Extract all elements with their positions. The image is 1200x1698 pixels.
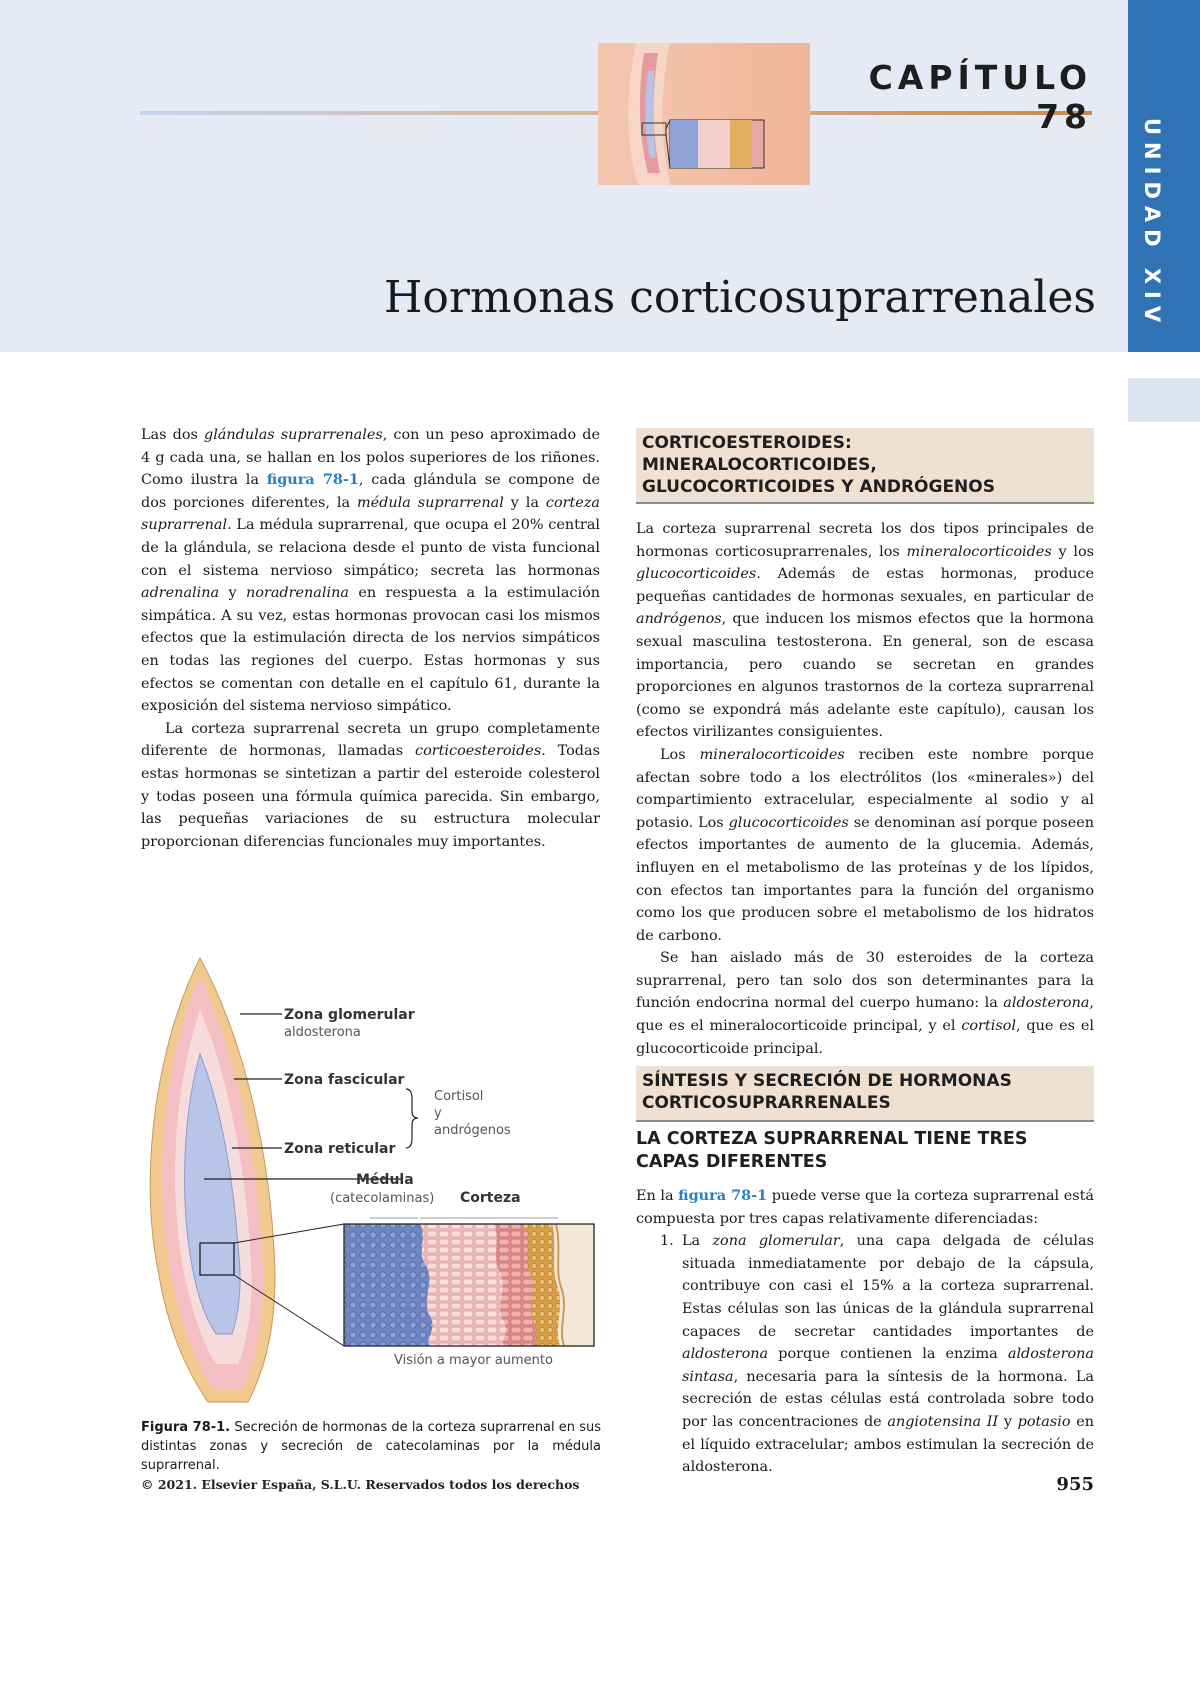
label-vision: Visión a mayor aumento — [394, 1353, 553, 1368]
list-number: 1. — [660, 1233, 674, 1250]
label-corteza: Corteza — [460, 1190, 521, 1206]
paragraph: Se han aislado más de 30 esteroides de la corteza suprarrenal, pero tan solo dos son determinantes para la función endocrina normal del cuerpo humano: la aldosterona, que es el mineralocorticoide principal, y el cortisol, que es el glucocorticoide principal. — [636, 950, 1094, 1057]
label-aldosterona: aldosterona — [284, 1025, 361, 1040]
chapter-label: CAPÍTULO 78 — [868, 58, 1092, 136]
section-heading-corticoesteroides: CORTICOESTEROIDES: MINERALOCORTICOIDES, GLUCOCORTICOIDES Y ANDRÓGENOS — [636, 428, 1094, 504]
paragraph: La corteza suprarrenal secreta los dos tipos principales de hormonas corticosuprarrenales, los mineralocorticoides y los glucocorticoides. Además de estas hormonas, produce pequeñas cantidades de hormonas sexuales, en particular de andrógenos, que inducen los mismos efectos que la hormona sexual masculina testosterona. En general, son de escasa importancia, pero cuando se secretan en grandes proporciones en algunos trastornos de la corteza suprarrenal (como se expondrá más adelante este capítulo), causan los efectos virilizantes consiguientes. — [636, 521, 1094, 741]
figure-link[interactable]: figura 78-1 — [678, 1187, 768, 1204]
paragraph: Los mineralocorticoides reciben este nombre porque afectan sobre todo a los electrólitos (los «minerales») del compartimiento extracelular, especialmente al sodio y al potasio. Los glucocorticoides se denominan así porque poseen efectos importantes de aumento de la glucemia. Además, influyen en el metabolismo de las proteínas y de los lípidos, con efectos tan importantes para la función del organismo como los que producen sobre el metabolismo de los hidratos de carbono. — [636, 746, 1094, 944]
label-catecolaminas: (catecolaminas) — [330, 1191, 435, 1206]
section-heading-sintesis: SÍNTESIS Y SECRECIÓN DE HORMONAS CORTICOSUPRARRENALES — [636, 1066, 1094, 1122]
label-androgenos: andrógenos — [434, 1123, 511, 1138]
paragraph: La corteza suprarrenal secreta un grupo completamente diferente de hormonas, llamadas corticoesteroides. Todas estas hormonas se sintetizan a partir del esteroide colesterol y todas poseen una fórmula química parecida. Sin embargo, las pequeñas variaciones de su estructura molecular proporcionan diferencias funcionales muy importantes. — [141, 720, 600, 850]
figure-caption — [141, 1418, 601, 1475]
label-cortisol: Cortisol — [434, 1089, 484, 1104]
magnified-view — [344, 1224, 594, 1346]
chapter-title: Hormonas corticosuprarrenales — [383, 272, 1096, 323]
right-column-section1 — [636, 518, 1094, 1060]
figure-link[interactable]: figura 78-1 — [266, 471, 359, 489]
unit-label: UNIDAD XIV — [1140, 118, 1164, 330]
label-zona-reticular: Zona reticular — [284, 1141, 396, 1157]
paragraph: Las dos glándulas suprarrenales, con un peso aproximado de 4 g cada una, se hallan en los polos superiores de los riñones. Como ilustra la figura 78-1, cada glándula se compone de dos porciones diferentes, la médula suprarrenal y la corteza suprarrenal. La médula suprarrenal, que ocupa el 20% central de la glándula, se relaciona desde el punto de vista funcional con el sistema nervioso simpático; secreta las hormonas adrenalina y noradrenalina en respuesta a la estimulación simpática. A su vez, estas hormonas provocan casi los mismos efectos que la estimulación directa de los nervios simpáticos en todas las regiones del cuerpo. Estas hormonas y sus efectos se comentan con detalle en el capítulo 61, durante la exposición del sistema nervioso simpático. — [141, 427, 601, 715]
paragraph: En la figura 78-1 puede verse que la corteza suprarrenal está compuesta por tres capas relativamente diferenciadas: — [636, 1187, 1094, 1227]
adrenal-gland-figure — [138, 950, 598, 1410]
caption-text: Secreción de hormonas de la corteza suprarrenal en sus distintas zonas y secreción de catecolaminas por la médula suprarrenal. — [141, 1420, 602, 1473]
page-number: 955 — [1056, 1474, 1094, 1495]
copyright-notice: © 2021. Elsevier España, S.L.U. Reservados todos los derechos — [141, 1477, 580, 1492]
label-zona-fascicular: Zona fascicular — [284, 1072, 405, 1088]
label-medula: Médula — [356, 1172, 414, 1188]
label-zona-glomerular: Zona glomerular — [284, 1007, 415, 1023]
unit-tab — [1128, 0, 1200, 352]
unit-tab-secondary — [1128, 378, 1200, 422]
list-item: 1. La zona glomerular, una capa delgada de células situada inmediatamente por debajo de la cápsula, contribuye con casi el 15% a la corteza suprarrenal. Estas células son las únicas de la glándula suprarrenal capaces de secretar cantidades importantes de aldosterona porque contienen la enzima aldosterona sintasa, necesaria para la síntesis de la hormona. La secreción de estas células está controlada sobre todo por las concentraciones de angiotensina II y potasio en el líquido extracelular; ambos estimulan la secreción de aldosterona. — [636, 1230, 1094, 1479]
chapter-header-image — [598, 43, 810, 185]
left-column — [141, 424, 600, 853]
right-column-section2 — [636, 1185, 1094, 1479]
subheading-tres-capas: LA CORTEZA SUPRARRENAL TIENE TRES CAPAS DIFERENTES — [636, 1129, 1028, 1172]
caption-label: Figura 78-1. — [141, 1420, 231, 1435]
label-y: y — [434, 1106, 442, 1121]
